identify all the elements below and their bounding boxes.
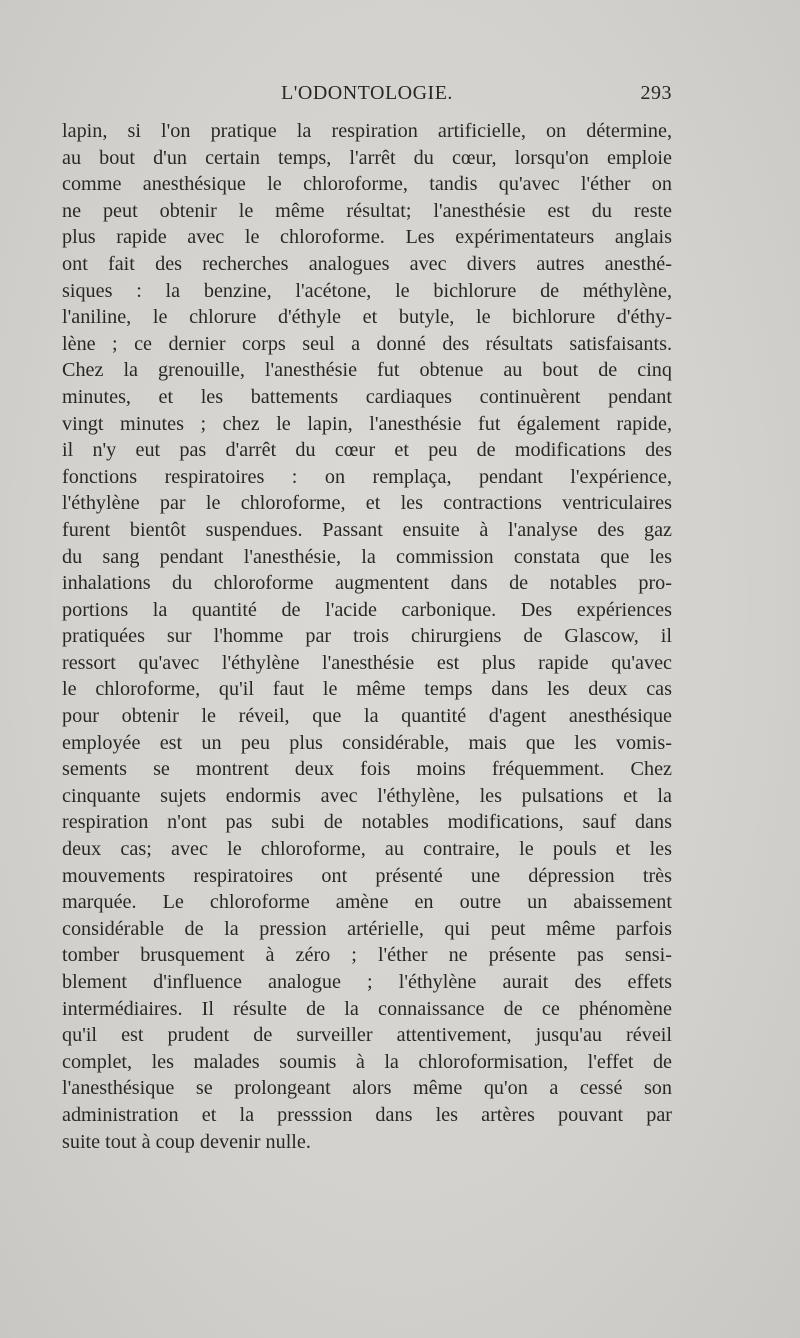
text-line: suite tout à coup devenir nulle. xyxy=(62,1130,311,1153)
text-line: l'aniline, le chlorure d'éthyle et butyle, le bichlorure d'éthy- xyxy=(62,306,672,329)
text-line: le chloroforme, qu'il faut le même temps dans les deux cas xyxy=(62,678,672,701)
text-line: blement d'influence analogue ; l'éthylène aurait des effets xyxy=(62,971,672,993)
text-line: lène ; ce dernier corps seul a donné des résultats satisfaisants. xyxy=(62,332,672,355)
text-line: l'anesthésique se prolongeant alors même qu'on a cessé son xyxy=(62,1077,672,1100)
text-line: l'éthylène par le chloroforme, et les contractions ventriculaires xyxy=(62,492,672,515)
text-line: portions la quantité de l'acide carbonique. Des expériences xyxy=(62,598,672,621)
text-line: au bout d'un certain temps, l'arrêt du cœur, lorsqu'on emploie xyxy=(62,146,672,169)
text-line: du sang pendant l'anesthésie, la commission constata que les xyxy=(62,545,672,568)
text-line: ne peut obtenir le même résultat; l'anesthésie est du reste xyxy=(62,199,672,222)
text-line: pour obtenir le réveil, que la quantité d'agent anesthésique xyxy=(62,705,672,728)
text-line: employée est un peu plus considérable, mais que les vomis- xyxy=(62,731,672,754)
text-line: cinquante sujets endormis avec l'éthylène, les pulsations et la xyxy=(62,784,672,807)
body-text xyxy=(62,118,672,1155)
text-line: considérable de la pression artérielle, qui peut même parfois xyxy=(62,917,672,940)
text-line: marquée. Le chloroforme amène en outre un abaissement xyxy=(62,891,672,914)
text-line: intermédiaires. Il résulte de la connaissance de ce phénomène xyxy=(62,997,672,1020)
text-line: plus rapide avec le chloroforme. Les expérimentateurs anglais xyxy=(62,226,672,249)
text-line: respiration n'ont pas subi de notables modifications, sauf dans xyxy=(62,811,672,834)
text-line: pratiquées sur l'homme par trois chirurgiens de Glascow, il xyxy=(62,625,672,648)
text-line: mouvements respiratoires ont présenté une dépression très xyxy=(62,864,672,887)
text-line: tomber brusquement à zéro ; l'éther ne présente pas sensi- xyxy=(62,944,672,967)
text-line: inhalations du chloroforme augmentent dans de notables pro- xyxy=(62,572,672,595)
text-line: ont fait des recherches analogues avec divers autres anesthé- xyxy=(62,252,672,275)
text-line: fonctions respiratoires : on remplaça, pendant l'expérience, xyxy=(62,465,672,488)
page-header xyxy=(62,82,672,112)
text-line: comme anesthésique le chloroforme, tandis qu'avec l'éther on xyxy=(62,173,672,196)
text-line: furent bientôt suspendues. Passant ensuite à l'analyse des gaz xyxy=(62,518,672,541)
text-line: complet, les malades soumis à la chloroformisation, l'effet de xyxy=(62,1050,672,1073)
running-title: L'ODONTOLOGIE. xyxy=(281,82,453,104)
text-line: lapin, si l'on pratique la respiration artificielle, on détermine, xyxy=(62,120,672,142)
text-line: Chez la grenouille, l'anesthésie fut obtenue au bout de cinq xyxy=(62,359,672,382)
text-line: minutes, et les battements cardiaques continuèrent pendant xyxy=(62,385,672,408)
text-line: sements se montrent deux fois moins fréquemment. Chez xyxy=(62,758,672,781)
text-line: administration et la presssion dans les artères pouvant par xyxy=(62,1103,672,1126)
text-line: deux cas; avec le chloroforme, au contraire, le pouls et les xyxy=(62,838,672,861)
text-line: il n'y eut pas d'arrêt du cœur et peu de modifications des xyxy=(62,439,672,462)
text-line: siques : la benzine, l'acétone, le bichlorure de méthylène, xyxy=(62,279,672,302)
text-line: vingt minutes ; chez le lapin, l'anesthésie fut également rapide, xyxy=(62,412,672,435)
page-number: 293 xyxy=(640,82,672,104)
text-line: qu'il est prudent de surveiller attentivement, jusqu'au réveil xyxy=(62,1024,672,1047)
text-line: ressort qu'avec l'éthylène l'anesthésie est plus rapide qu'avec xyxy=(62,651,672,674)
